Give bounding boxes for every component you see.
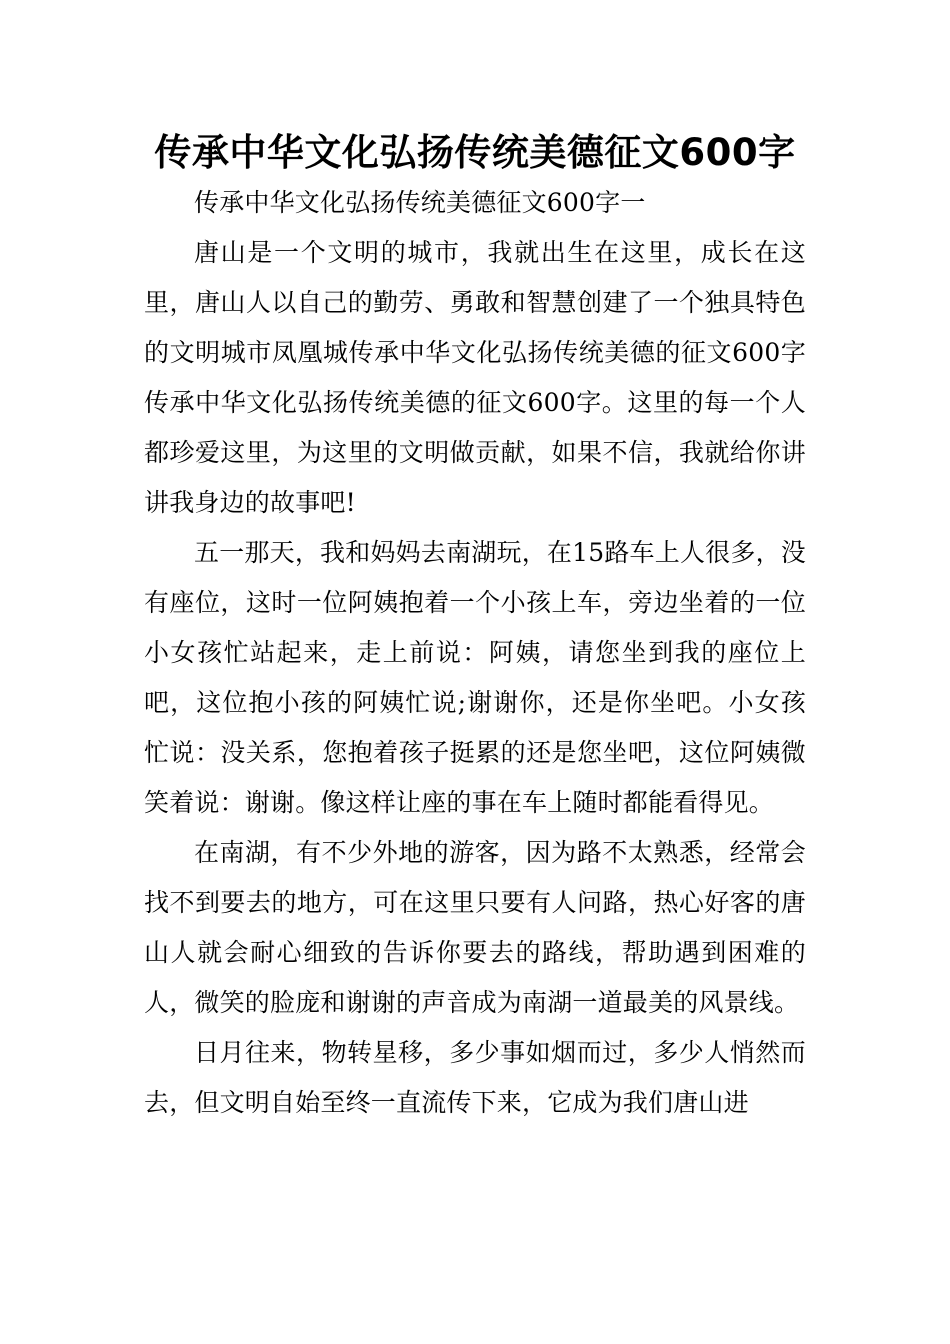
document-title: 传承中华文化弘扬传统美德征文600字 [154, 131, 796, 174]
paragraph-3: 在南湖，有不少外地的游客，因为路不太熟悉，经常会找不到要去的地方，可在这里只要有人问路，热心好客的唐山人就会耐心细致的告诉你要去的路线，帮助遇到困难的人，微笑的脸庞和谢谢的声音成为南湖一道最美的风景线。 [144, 838, 806, 1017]
paragraph-4: 日月往来，物转星移，多少事如烟而过，多少人悄然而去，但文明自始至终一直流传下来，它成为我们唐山进 [144, 1038, 806, 1117]
document-body [144, 178, 806, 1128]
document-subtitle: 传承中华文化弘扬传统美德征文600字一 [194, 188, 646, 217]
paragraph-1: 唐山是一个文明的城市，我就出生在这里，成长在这里，唐山人以自己的勤劳、勇敢和智慧创建了一个独具特色的文明城市凤凰城传承中华文化弘扬传统美德的征文600字传承中华文化弘扬传统美德的征文600字。这里的每一个人都珍爱这里，为这里的文明做贡献，如果不信，我就给你讲讲我身边的故事吧! [144, 238, 806, 517]
paragraph-2: 五一那天，我和妈妈去南湖玩，在15路车上人很多，没有座位，这时一位阿姨抱着一个小孩上车，旁边坐着的一位小女孩忙站起来，走上前说：阿姨，请您坐到我的座位上吧，这位抱小孩的阿姨忙说;谢谢你，还是你坐吧。小女孩忙说：没关系，您抱着孩子挺累的还是您坐吧，这位阿姨微笑着说：谢谢。像这样让座的事在车上随时都能看得见。 [144, 538, 806, 817]
